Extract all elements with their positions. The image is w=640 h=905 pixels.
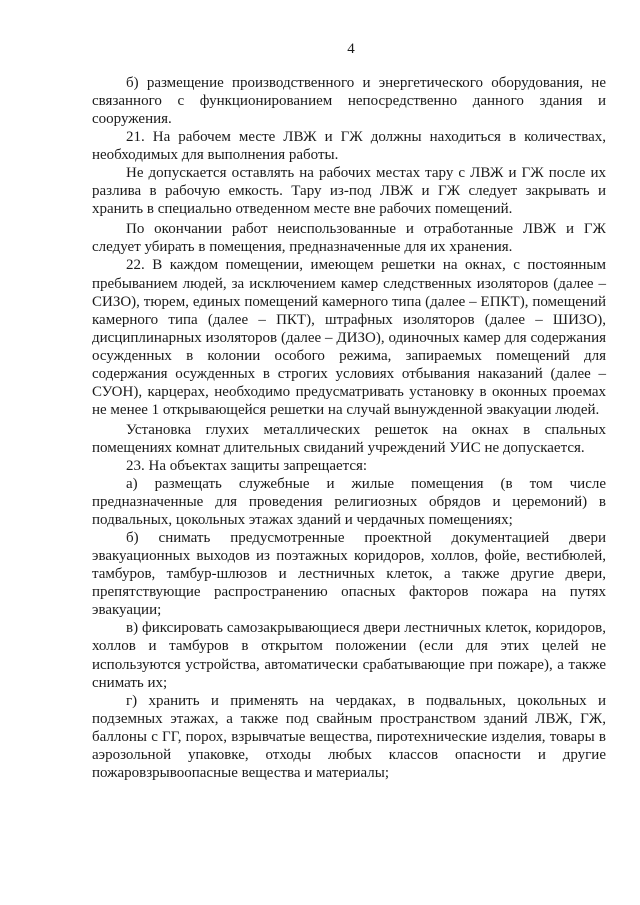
paragraph-21: 21. На рабочем месте ЛВЖ и ГЖ должны находиться в количествах, необходимых для выполнения работы. — [92, 129, 606, 164]
paragraph-23-a: а) размещать служебные и жилые помещения (в том числе предназначенные для проведения религиозных обрядов и церемоний) в подвальных, цокольных этажах зданий и чердачных помещениях; — [92, 476, 606, 529]
page-number: 4 — [347, 41, 355, 57]
paragraph-23-v: в) фиксировать самозакрывающиеся двери лестничных клеток, коридоров, холлов и тамбуров в открытом положении (если для этих целей не используются устройства, автоматически срабатывающие при пожаре), а также снимать их; — [92, 620, 606, 691]
paragraph-23-g: г) хранить и применять на чердаках, в подвальных, цокольных и подземных этажах, а также под свайным пространством зданий ЛВЖ, ГЖ, баллоны с ГГ, порох, взрывчатые вещества, пиротехнические изделия, товары в аэрозольной упаковке, отходы любых классов опасности и другие пожаровзрывоопасные вещества и материалы; — [92, 692, 606, 781]
paragraph-22: 22. В каждом помещении, имеющем решетки на окнах, с постоянным пребыванием людей, за исключением камер следственных изоляторов (далее – СИЗО), тюрем, единых помещений камерного типа (далее – ЕПКТ), помещений камерного типа (далее – ПКТ), штрафных изоляторов (далее – ШИЗО), дисциплинарных изоляторов (далее – ДИЗО), одиночных камер для содержания осужденных в колонии особого режима, запираемых помещений для содержания осужденных в строгих условиях отбывания наказаний (далее – СУОН), карцерах, необходимо предусматривать установку в оконных проемах не менее 1 открывающейся решетки на случай вынужденной эвакуации людей. — [92, 257, 606, 418]
paragraph-item-b-placement: б) размещение производственного и энергетического оборудования, не связанного с функционированием непосредственно данного здания и сооружения. — [92, 75, 606, 128]
paragraph-22-grates: Установка глухих металлических решеток на окнах в спальных помещениях комнат длительных свиданий учреждений УИС не допускается. — [92, 421, 606, 456]
paragraph-23-heading: 23. На объектах защиты запрещается: — [126, 457, 368, 474]
paragraph-21-container-rule: Не допускается оставлять на рабочих местах тару с ЛВЖ и ГЖ после их разлива в рабочую емкость. Тару из-под ЛВЖ и ГЖ следует закрывать и хранить в специально отведенном месте вне рабочих помещений. — [92, 165, 606, 218]
paragraph-23-b: б) снимать предусмотренные проектной документацией двери эвакуационных выходов из поэтажных коридоров, холлов, фойе, вестибюлей, тамбуров, тамбур-шлюзов и лестничных клеток, а также другие двери, препятствующие распространению опасных факторов пожара на путях эвакуации; — [92, 530, 606, 619]
paragraph-21-after-work: По окончании работ неиспользованные и отработанные ЛВЖ и ГЖ следует убирать в помещения, предназначенные для их хранения. — [92, 221, 606, 256]
